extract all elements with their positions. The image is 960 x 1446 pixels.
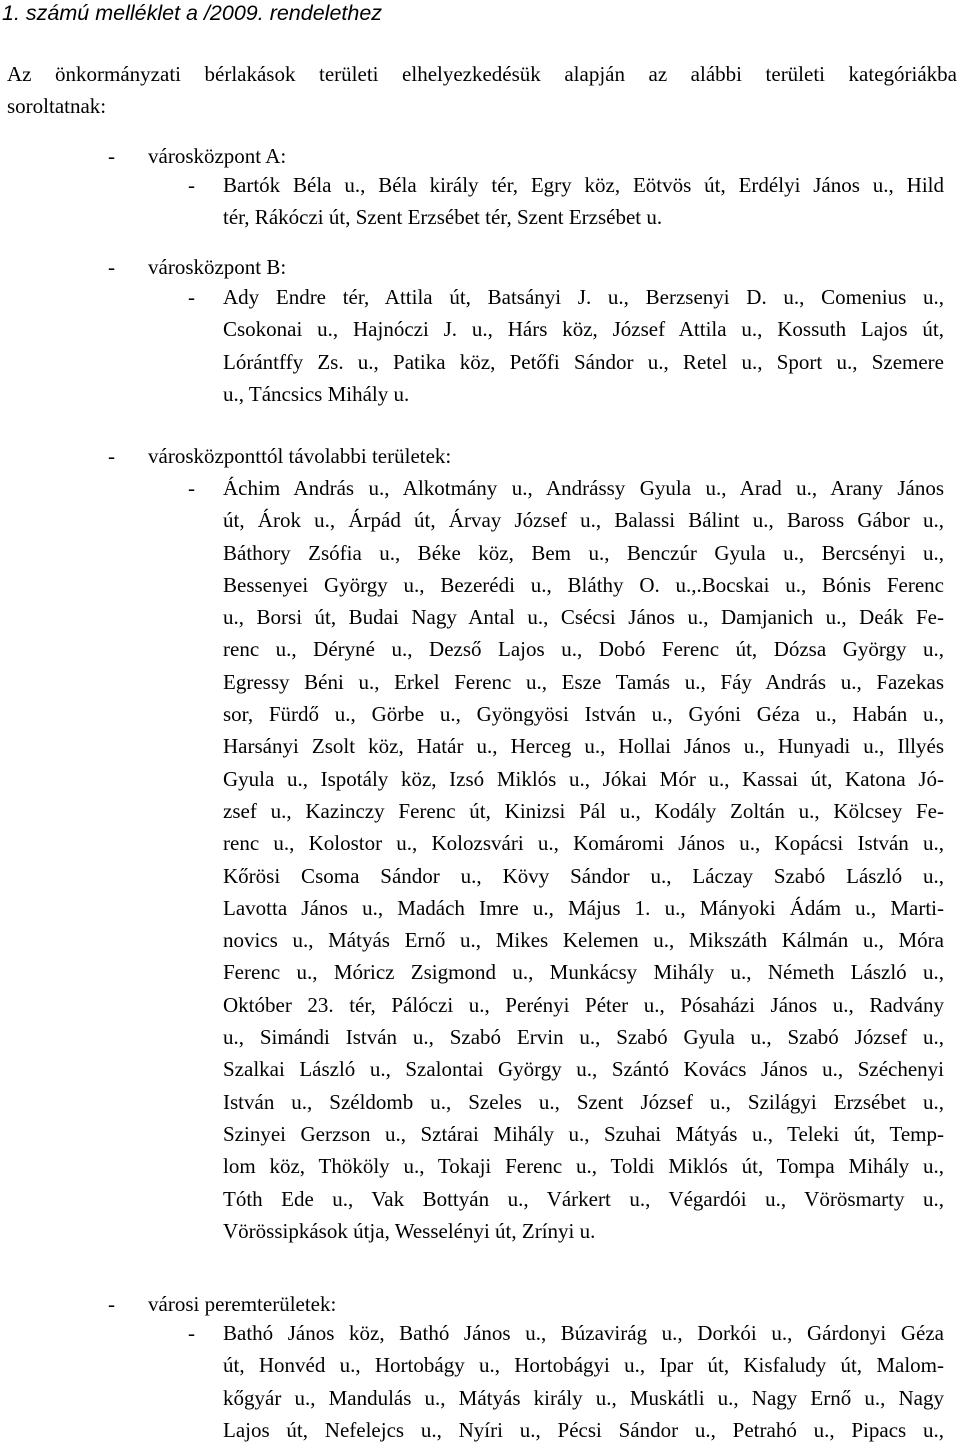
intro-line: soroltatnak: xyxy=(7,94,107,119)
street-line: u., Simándi István u., Szabó Ervin u., Szabó Gyula u., Szabó József u., xyxy=(223,1025,944,1050)
list-dash: - xyxy=(188,285,195,309)
street-line: Báthory Zsófia u., Béke köz, Bem u., Benczúr Gyula u., Bercsényi u., xyxy=(223,540,944,565)
street-line: Szinyei Gerzson u., Sztárai Mihály u., Szuhai Mátyás u., Teleki út, Temp- xyxy=(223,1121,944,1146)
category-label: városi peremterületek: xyxy=(148,1292,337,1316)
intro-paragraph xyxy=(7,58,957,123)
list-dash: - xyxy=(188,173,195,197)
street-text xyxy=(223,1317,944,1446)
street-line: Ferenc u., Móricz Zsigmond u., Munkácsy Mihály u., Németh László u., xyxy=(223,960,944,985)
street-line: Harsányi Zsolt köz, Határ u., Herceg u., Hollai János u., Hunyadi u., Illyés xyxy=(223,734,944,759)
list-dash: - xyxy=(108,1292,115,1316)
category-label: városközponttól távolabbi területek: xyxy=(148,444,452,468)
street-line: Tóth Ede u., Vak Bottyán u., Várkert u., Végardói u., Vörösmarty u., xyxy=(223,1186,944,1211)
street-line: u., Borsi út, Budai Nagy Antal u., Csécsi János u., Damjanich u., Deák Fe- xyxy=(223,605,944,630)
street-line: Áchim András u., Alkotmány u., Andrássy Gyula u., Arad u., Arany János xyxy=(223,476,944,500)
street-line: Október 23. tér, Pálóczi u., Perényi Péter u., Pósaházi János u., Radvány xyxy=(223,992,944,1017)
street-line: Csokonai u., Hajnóczi J. u., Hárs köz, József Attila u., Kossuth Lajos út, xyxy=(223,317,944,342)
intro-line: Az önkormányzati bérlakások területi elhelyezkedésük alapján az alábbi területi kategóriákba xyxy=(7,62,957,86)
street-text xyxy=(223,169,944,234)
street-text xyxy=(223,281,944,410)
street-line: sor, Fürdő u., Görbe u., Gyöngyösi István u., Gyóni Géza u., Habán u., xyxy=(223,702,944,727)
street-line: novics u., Mátyás Ernő u., Mikes Kelemen u., Mikszáth Kálmán u., Móra xyxy=(223,928,944,953)
street-line: Lajos út, Nefelejcs u., Nyíri u., Pécsi Sándor u., Petrahó u., Pipacs u., xyxy=(223,1417,944,1442)
list-dash: - xyxy=(188,1321,195,1345)
street-line: út, Árok u., Árpád út, Árvay József u., Balassi Bálint u., Baross Gábor u., xyxy=(223,508,944,533)
list-dash: - xyxy=(188,476,195,500)
street-line: Bartók Béla u., Béla király tér, Egry köz, Eötvös út, Erdélyi János u., Hild xyxy=(223,173,944,197)
street-line: Bathó János köz, Bathó János u., Búzavirág u., Dorkói u., Gárdonyi Géza xyxy=(223,1321,944,1345)
street-line: Szalkai László u., Szalontai György u., Szántó Kovács János u., Széchenyi xyxy=(223,1057,944,1082)
street-text xyxy=(223,472,944,1247)
list-dash: - xyxy=(108,255,115,279)
street-line: renc u., Déryné u., Dezső Lajos u., Dobó Ferenc út, Dózsa György u., xyxy=(223,637,944,662)
street-line: lom köz, Thököly u., Tokaji Ferenc u., Toldi Miklós út, Tompa Mihály u., xyxy=(223,1154,944,1179)
street-line: Egressy Béni u., Erkel Ferenc u., Esze Tamás u., Fáy András u., Fazekas xyxy=(223,669,944,694)
street-line: Ady Endre tér, Attila út, Batsányi J. u., Berzsenyi D. u., Comenius u., xyxy=(223,285,944,309)
street-line: renc u., Kolostor u., Kolozsvári u., Komáromi János u., Kopácsi István u., xyxy=(223,831,944,856)
street-line: tér, Rákóczi út, Szent Erzsébet tér, Szent Erzsébet u. xyxy=(223,205,663,230)
page-heading: 1. számú melléklet a /2009. rendelethez xyxy=(2,1,383,25)
category-label: városközpont A: xyxy=(148,144,287,168)
street-line: Lórántffy Zs. u., Patika köz, Petőfi Sándor u., Retel u., Sport u., Szemere xyxy=(223,349,944,374)
street-line: Gyula u., Ispotály köz, Izsó Miklós u., Jókai Mór u., Kassai út, Katona Jó- xyxy=(223,766,944,791)
street-line: Kőrösi Csoma Sándor u., Kövy Sándor u., Láczay Szabó László u., xyxy=(223,863,944,888)
street-line: u., Táncsics Mihály u. xyxy=(223,381,410,406)
list-dash: - xyxy=(108,144,115,168)
category-label: városközpont B: xyxy=(148,255,287,279)
street-line: út, Honvéd u., Hortobágy u., Hortobágyi u., Ipar út, Kisfaludy út, Malom- xyxy=(223,1353,944,1378)
street-line: Lavotta János u., Madách Imre u., Május 1. u., Mányoki Ádám u., Marti- xyxy=(223,895,944,920)
list-dash: - xyxy=(108,444,115,468)
street-line: István u., Széldomb u., Szeles u., Szent József u., Szilágyi Erzsébet u., xyxy=(223,1089,944,1114)
street-line: kőgyár u., Mandulás u., Mátyás király u., Muskátli u., Nagy Ernő u., Nagy xyxy=(223,1385,944,1410)
street-line: Vörössipkások útja, Wesselényi út, Zrínyi u. xyxy=(223,1218,596,1243)
street-line: Bessenyei György u., Bezerédi u., Bláthy O. u.,.Bocskai u., Bónis Ferenc xyxy=(223,572,944,597)
street-line: zsef u., Kazinczy Ferenc út, Kinizsi Pál u., Kodály Zoltán u., Kölcsey Fe- xyxy=(223,798,944,823)
